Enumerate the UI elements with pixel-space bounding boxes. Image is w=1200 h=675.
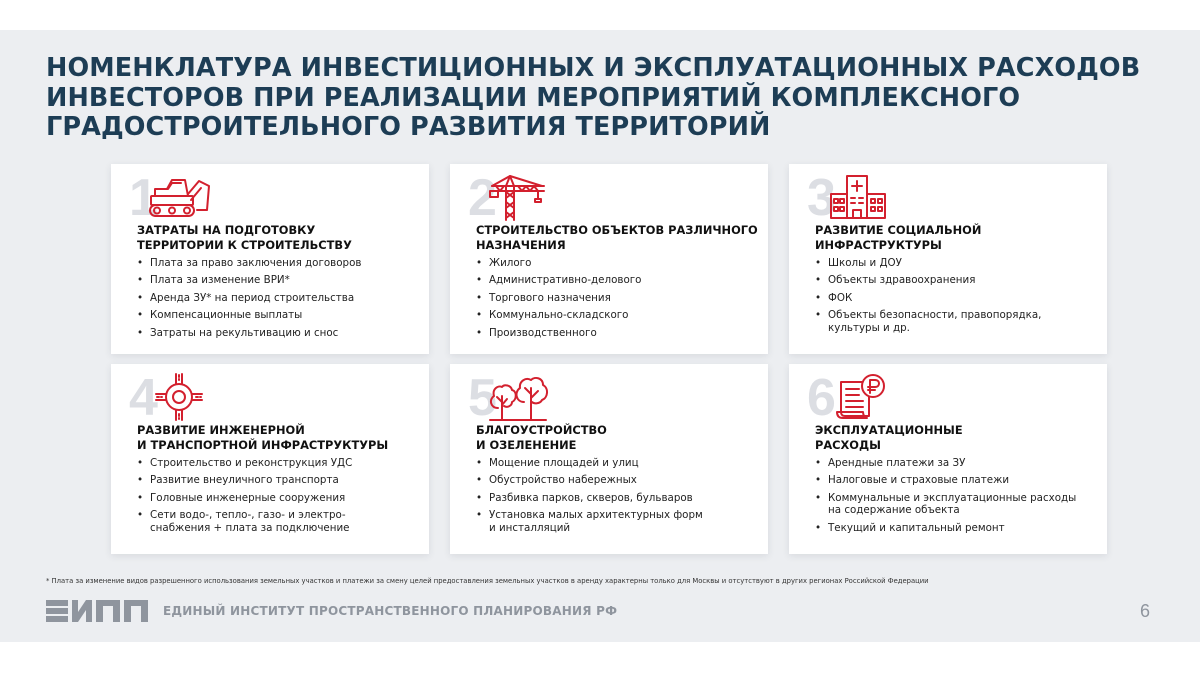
card-title: СТРОИТЕЛЬСТВО ОБЪЕКТОВ РАЗЛИЧНОГО НАЗНАЧЕНИЯ (476, 223, 758, 252)
card-list (476, 257, 766, 344)
card-title: ЭКСПЛУАТАЦИОННЫЕ РАСХОДЫ (815, 423, 963, 452)
list-item: • Коммунальные и эксплуатационные расходы на содержание объекта (815, 492, 1105, 517)
list-item: • ФОК (815, 292, 1105, 304)
list-item: • Компенсационные выплаты (137, 309, 427, 321)
page-title (46, 53, 1141, 143)
card-number: 6 (807, 369, 836, 427)
list-item: • Строительство и реконструкция УДС (137, 457, 427, 469)
card-title: РАЗВИТИЕ СОЦИАЛЬНОЙ ИНФРАСТРУКТУРЫ (815, 223, 982, 252)
card-number: 4 (129, 369, 158, 427)
title-line: ИНВЕСТОРОВ ПРИ РЕАЛИЗАЦИИ МЕРОПРИЯТИЙ КОМПЛЕКСНОГО (46, 82, 1021, 113)
trees-icon (484, 372, 552, 422)
eipp-logo-icon (46, 600, 148, 622)
card-engineering-infrastructure (111, 364, 429, 554)
title-line: НОМЕНКЛАТУРА ИНВЕСТИЦИОННЫХ И ЭКСПЛУАТАЦИОННЫХ РАСХОДОВ (46, 53, 1141, 83)
list-item: • Административно-делового (476, 274, 766, 286)
card-list (815, 457, 1105, 539)
card-construction (450, 164, 768, 354)
list-item: • Коммунально-складского (476, 309, 766, 321)
bulldozer-icon (145, 172, 213, 222)
list-item: • Обустройство набережных (476, 474, 766, 486)
card-list (476, 457, 766, 539)
list-item: • Производственного (476, 327, 766, 339)
crane-icon (484, 172, 552, 222)
card-landscaping (450, 364, 768, 554)
list-item: • Затраты на рекультивацию и снос (137, 327, 427, 339)
roundabout-icon (145, 372, 213, 422)
list-item: • Развитие внеуличного транспорта (137, 474, 427, 486)
organization-name: ЕДИНЫЙ ИНСТИТУТ ПРОСТРАНСТВЕННОГО ПЛАНИРОВАНИЯ РФ (163, 604, 618, 618)
list-item: • Арендные платежи за ЗУ (815, 457, 1105, 469)
card-operating-expenses (789, 364, 1107, 554)
list-item: • Текущий и капитальный ремонт (815, 522, 1105, 534)
list-item: • Объекты безопасности, правопорядка, культуры и др. (815, 309, 1105, 334)
list-item: • Плата за право заключения договоров (137, 257, 427, 269)
list-item: • Установка малых архитектурных форм и инсталляций (476, 509, 766, 534)
list-item: • Объекты здравоохранения (815, 274, 1105, 286)
list-item: • Школы и ДОУ (815, 257, 1105, 269)
list-item: • Головные инженерные сооружения (137, 492, 427, 504)
page-number: 6 (1140, 601, 1151, 621)
list-item: • Плата за изменение ВРИ* (137, 274, 427, 286)
list-item: • Налоговые и страховые платежи (815, 474, 1105, 486)
list-item: • Торгового назначения (476, 292, 766, 304)
slide (0, 30, 1200, 642)
card-number: 2 (468, 169, 497, 227)
card-title: ЗАТРАТЫ НА ПОДГОТОВКУ ТЕРРИТОРИИ К СТРОИТЕЛЬСТВУ (137, 223, 352, 252)
card-title: БЛАГОУСТРОЙСТВО И ОЗЕЛЕНЕНИЕ (476, 423, 607, 452)
card-number: 1 (129, 169, 158, 227)
list-item: • Разбивка парков, скверов, бульваров (476, 492, 766, 504)
card-site-preparation (111, 164, 429, 354)
card-list (815, 257, 1105, 339)
card-number: 5 (468, 369, 497, 427)
card-social-infrastructure (789, 164, 1107, 354)
hospital-icon (823, 172, 891, 222)
list-item: • Аренда ЗУ* на период строительства (137, 292, 427, 304)
card-list (137, 257, 427, 344)
ruble-document-icon (823, 372, 891, 422)
list-item: • Сети водо-, тепло-, газо- и электро- снабжения + плата за подключение (137, 509, 427, 534)
list-item: • Жилого (476, 257, 766, 269)
card-number: 3 (807, 169, 836, 227)
title-line: ГРАДОСТРОИТЕЛЬНОГО РАЗВИТИЯ ТЕРРИТОРИЙ (46, 112, 771, 142)
card-list (137, 457, 427, 539)
list-item: • Мощение площадей и улиц (476, 457, 766, 469)
card-title: РАЗВИТИЕ ИНЖЕНЕРНОЙ И ТРАНСПОРТНОЙ ИНФРАСТРУКТУРЫ (137, 423, 389, 452)
footnote: * Плата за изменение видов разрешенного использования земельных участков и платежи за смену целей предоставления земельных участков в аренду характерны только для Москвы и отсутствуют в других регионах Российской Федерации (46, 577, 929, 585)
